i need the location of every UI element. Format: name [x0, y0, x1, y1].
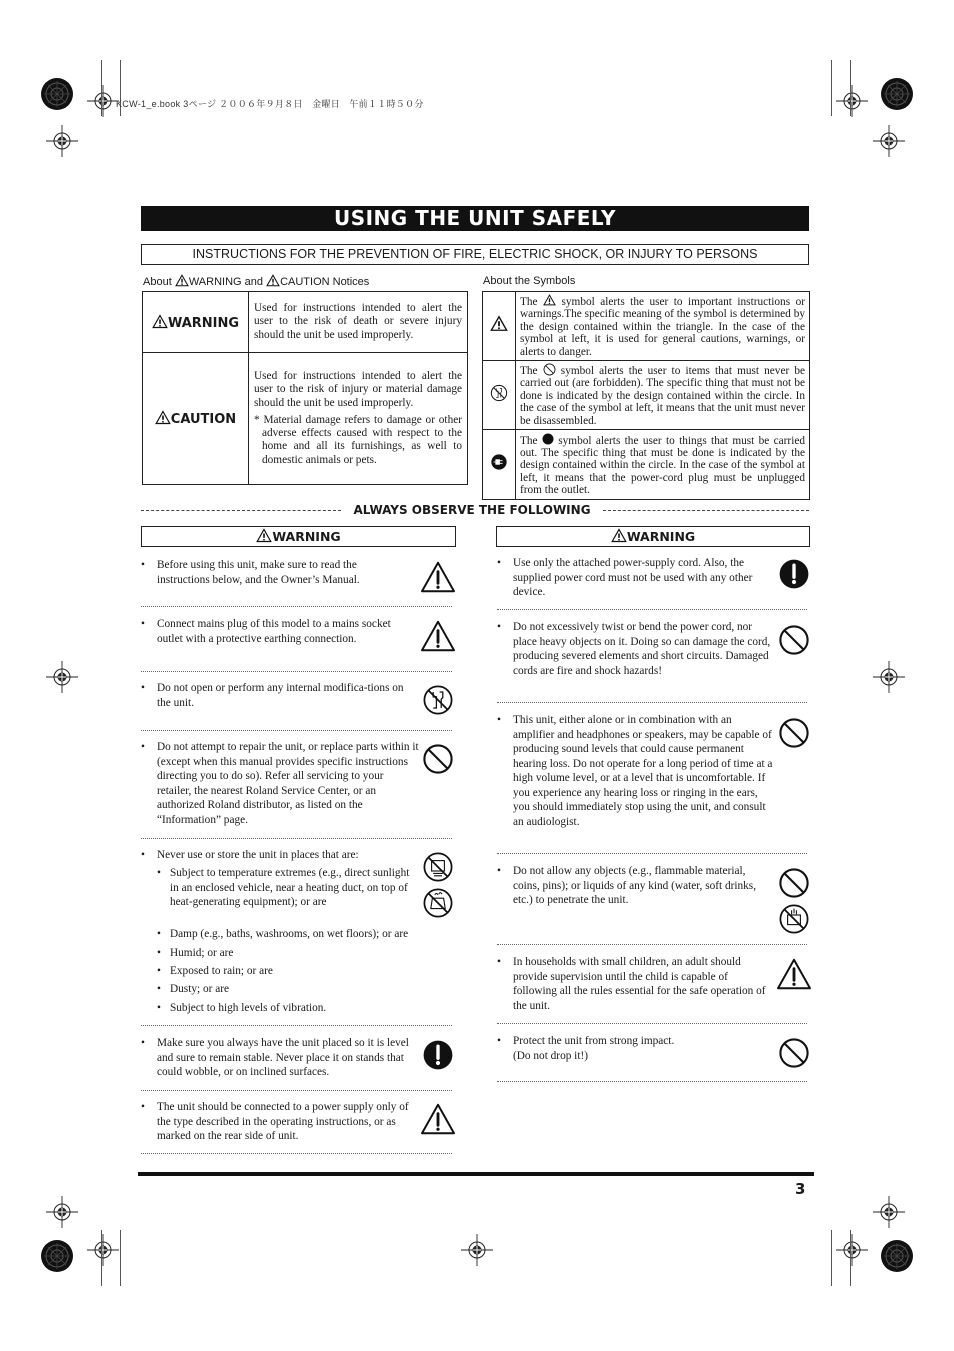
symbol-cell — [483, 361, 516, 430]
list-item — [497, 955, 772, 1015]
registration-mark — [45, 124, 79, 158]
trim-mark — [101, 1230, 102, 1286]
bullet: • — [141, 741, 145, 753]
left-warning-header: WARNING — [141, 526, 456, 547]
list-item — [141, 848, 421, 864]
dotted-separator — [141, 671, 452, 672]
no-water-icon — [422, 887, 454, 919]
item-text: Never use or store the unit in places that are: — [157, 849, 359, 861]
starburst-mark — [880, 1239, 914, 1273]
item-text: The unit should be connected to a power supply only of the type described in the operating instructions, or as marked on the rear side of unit. — [157, 1101, 409, 1142]
dotted-separator — [497, 702, 807, 703]
list-item — [141, 617, 407, 665]
item-text: Connect mains plug of this model to a mains socket outlet with a protective earthing connection. — [157, 618, 391, 645]
mandatory-icon — [422, 1039, 454, 1071]
bullet: • — [157, 928, 161, 940]
triangle-alert-icon — [490, 315, 508, 332]
dotted-separator — [497, 1023, 807, 1024]
registration-mark — [86, 84, 120, 118]
right-warning-header: WARNING — [496, 526, 810, 547]
warning-triangle-icon — [420, 620, 456, 652]
warning-triangle-icon — [420, 561, 456, 593]
bullet: • — [157, 867, 161, 879]
dotted-separator — [141, 838, 452, 839]
always-observe-divider — [141, 502, 809, 518]
bullet: • — [497, 865, 501, 877]
footer-rule — [138, 1172, 814, 1176]
item-text: Use only the attached power-supply cord. Also, the supplied power cord must not be used with any other device. — [513, 557, 753, 598]
sub-item — [157, 964, 419, 980]
trim-mark — [101, 60, 102, 116]
trim-mark — [120, 1230, 121, 1286]
trim-mark — [850, 1230, 851, 1286]
dotted-separator — [141, 730, 452, 731]
sub-item — [157, 946, 419, 962]
bullet: • — [141, 1037, 145, 1049]
symbol-cell — [483, 430, 516, 500]
no-liquids-icon — [778, 903, 810, 935]
trim-mark — [850, 60, 851, 116]
prohibited-icon — [778, 1037, 810, 1069]
notices-caption: About WARNING and CAUTION Notices — [143, 276, 370, 288]
warning-triangle-icon — [175, 274, 189, 287]
registration-mark — [872, 660, 906, 694]
warning-description: Used for instructions intended to alert the user to the risk of death or severe injury should the unit be used improperly. — [249, 292, 468, 353]
registration-mark — [872, 1195, 906, 1229]
item-text: Do not excessively twist or bend the power cord, nor place heavy objects on it. Doing so can damage the cord, producing severed elements and short circuits. Damaged cords are fire and shock hazards! — [513, 621, 771, 677]
dotted-separator — [497, 853, 807, 854]
item-text: Protect the unit from strong impact. (Do not drop it!) — [513, 1035, 675, 1062]
bullet: • — [141, 559, 145, 571]
sub-item — [157, 982, 419, 998]
registration-mark — [872, 124, 906, 158]
sub-item — [157, 927, 452, 943]
warning-triangle-icon — [420, 1103, 456, 1135]
sub-item-text: Subject to high levels of vibration. — [170, 1002, 327, 1014]
no-disassembly-icon — [422, 684, 454, 716]
list-item — [497, 1034, 767, 1066]
item-text: This unit, either alone or in combination with an amplifier and headphones or speakers, may be capable of producing sound levels that could cause permanent hearing loss. Do not operate for a long period of time at a high volume level, or at a level that is uncomfortable. If you experience any hearing loss or ringing in the ears, you should immediately stop using the unit, and consult an audiologist. — [513, 714, 773, 828]
prohibited-icon — [778, 624, 810, 656]
sub-item — [157, 866, 419, 926]
prohibited-icon — [543, 363, 556, 376]
prohibited-disassemble-icon — [490, 384, 508, 402]
symbol-description: The symbol alerts the user to items that must never be carried out (are forbidden). The specific thing that must not be done is indicated by the design contained within the circle. In the case of the symbol at left, it means that the unit must never be disassembled. — [516, 361, 810, 430]
sub-item-text: Damp (e.g., baths, washrooms, on wet floors); or are — [170, 928, 409, 940]
item-text: Do not attempt to repair the unit, or replace parts within it (except when this manual provides specific instructions directing you to do so). Refer all servicing to your retailer, the nearest Roland Service Center, or an authorized Roland distributor, as listed on the “Information” page. — [157, 741, 419, 826]
caution-text: Used for instructions intended to alert the user to the risk of injury or material damage should the unit be used improperly. — [254, 370, 462, 409]
symbols-caption: About the Symbols — [483, 275, 576, 287]
bullet: • — [497, 557, 501, 569]
sub-item — [157, 1001, 419, 1017]
list-item — [497, 864, 767, 912]
starburst-mark — [40, 1239, 74, 1273]
warning-triangle-icon — [266, 274, 280, 287]
sub-item-text: Humid; or are — [170, 947, 234, 959]
registration-mark — [86, 1233, 120, 1267]
bullet: • — [157, 947, 161, 959]
bullet: • — [497, 956, 501, 968]
dotted-separator — [141, 606, 452, 607]
notices-table — [142, 291, 468, 485]
list-item — [141, 740, 421, 830]
item-text: Do not allow any objects (e.g., flammable material, coins, pins); or liquids of any kind (water, soft drinks, etc.) to penetrate the unit. — [513, 865, 757, 906]
warning-label-cell: WARNING — [143, 292, 249, 353]
item-text: In households with small children, an adult should provide supervision until the child is capable of following all the rules essential for the safe operation of the unit. — [513, 956, 766, 1012]
symbol-description: The symbol alerts the user to important instructions or warnings.The specific meaning of the symbol is determined by the design contained within the triangle. In the case of the symbol at left, it is used for general cautions, warnings, or alerts to danger. — [516, 292, 810, 361]
list-item — [497, 620, 772, 696]
triangle-alert-icon — [543, 294, 556, 306]
symbol-cell — [483, 292, 516, 361]
list-item — [497, 713, 775, 845]
sub-item-text: Dusty; or are — [170, 983, 229, 995]
sub-item-text: Exposed to rain; or are — [170, 965, 273, 977]
page-number: 3 — [795, 1180, 806, 1198]
warning-triangle-icon — [776, 958, 812, 990]
dotted-separator — [497, 944, 807, 945]
prohibited-icon — [778, 867, 810, 899]
mandatory-dot-icon — [542, 433, 554, 445]
warning-triangle-icon — [155, 410, 171, 425]
warning-triangle-icon — [611, 528, 627, 543]
bullet: • — [497, 714, 501, 726]
bullet: • — [497, 621, 501, 633]
no-heat-icon — [422, 851, 454, 883]
bullet: • — [497, 1035, 501, 1047]
list-item — [497, 556, 767, 604]
item-text: Make sure you always have the unit placed so it is level and sure to remain stable. Never place it on stands that could wobble, or on inclined surfaces. — [157, 1037, 409, 1078]
unplug-icon — [490, 453, 508, 471]
dashed-rule — [603, 510, 809, 511]
sub-item-text: Subject to temperature extremes (e.g., direct sunlight in an enclosed vehicle, near a heating duct, on top of heat-generating equipment); or are — [170, 867, 410, 908]
list-item — [141, 1100, 421, 1148]
symbol-description: The symbol alerts the user to things that must be carried out. The specific thing that must be done is indicated by the design contained within the circle. In the case of the symbol at left, it means that the power-cord plug must be unplugged from the outlet. — [516, 430, 810, 500]
bullet: • — [157, 965, 161, 977]
warning-triangle-icon — [152, 314, 168, 329]
page-subtitle: INSTRUCTIONS FOR THE PREVENTION OF FIRE, ELECTRIC SHOCK, OR INJURY TO PERSONS — [141, 244, 809, 265]
item-text: Before using this unit, make sure to read the instructions below, and the Owner’s Manual. — [157, 559, 360, 586]
registration-mark — [835, 1233, 869, 1267]
mandatory-icon — [778, 558, 810, 590]
bullet: • — [141, 849, 145, 861]
symbols-table — [482, 291, 810, 500]
caution-description — [249, 353, 468, 485]
dotted-separator — [497, 1081, 807, 1082]
bullet: • — [141, 1101, 145, 1113]
dashed-rule — [141, 510, 341, 511]
caution-label-cell: CAUTION — [143, 353, 249, 485]
list-item — [141, 681, 407, 713]
crop-header: KCW-1_e.book 3ページ ２００６年９月８日 金曜日 午前１１時５０分 — [116, 99, 424, 109]
dotted-separator — [141, 1153, 452, 1154]
starburst-mark — [40, 77, 74, 111]
registration-mark — [45, 1195, 79, 1229]
item-text: Do not open or perform any internal modifica-tions on the unit. — [157, 682, 404, 709]
bullet: • — [157, 983, 161, 995]
bullet: • — [141, 618, 145, 630]
dotted-separator — [497, 609, 807, 610]
warning-triangle-icon — [256, 528, 272, 543]
dotted-separator — [141, 1090, 452, 1091]
caution-note: * Material damage refers to damage or other adverse effects caused with respect to the home and all its furnishings, as well to domestic animals or pets. — [254, 413, 462, 466]
trim-mark — [831, 1230, 832, 1286]
prohibited-icon — [778, 717, 810, 749]
list-item — [141, 558, 407, 598]
always-observe-heading: ALWAYS OBSERVE THE FOLLOWING — [353, 503, 591, 517]
dotted-separator — [141, 1025, 452, 1026]
list-item — [141, 1036, 421, 1084]
bullet: • — [141, 682, 145, 694]
trim-mark — [831, 60, 832, 116]
bullet: • — [157, 1002, 161, 1014]
registration-mark — [460, 1233, 494, 1267]
page-title: USING THE UNIT SAFELY — [141, 206, 809, 231]
prohibited-icon — [422, 743, 454, 775]
starburst-mark — [880, 77, 914, 111]
registration-mark — [835, 84, 869, 118]
registration-mark — [45, 660, 79, 694]
